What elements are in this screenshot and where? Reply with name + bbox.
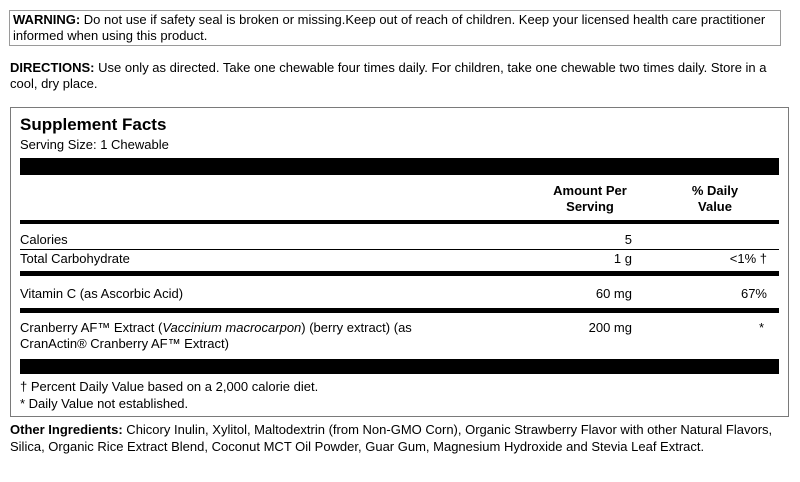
directions-text: Use only as directed. Take one chewable four times daily. For children, take one chewable two times daily. Store in a cool, dry place. <box>10 60 767 91</box>
other-ingredients <box>10 421 788 455</box>
dv-header-line2: Value <box>698 199 732 214</box>
amount-calories: 5 <box>624 232 632 247</box>
row-divider <box>20 249 779 250</box>
thick-divider-top <box>20 158 779 175</box>
footnote-not-established: * Daily Value not established. <box>20 396 189 411</box>
amount-cranberry: 200 mg <box>588 320 632 335</box>
warning-text: Do not use if safety seal is broken or missing.Keep out of reach of children. Keep your licensed health care practitioner informed when using this product. <box>13 12 766 43</box>
amount-vitamin-c: 60 mg <box>595 286 632 301</box>
directions <box>10 60 788 92</box>
footnote-percent-daily-value: † Percent Daily Value based on a 2,000 calorie diet. <box>20 379 319 394</box>
section-divider-1 <box>20 271 779 276</box>
dv-vitamin-c: 67% <box>740 286 767 301</box>
header-divider <box>20 220 779 224</box>
nutrient-name-carbohydrate: Total Carbohydrate <box>20 251 130 266</box>
dv-carbohydrate: <1% † <box>729 251 767 266</box>
section-divider-2 <box>20 308 779 313</box>
daily-value-header <box>670 183 760 215</box>
supplement-facts-panel <box>10 107 789 417</box>
thick-divider-bottom <box>20 359 779 374</box>
cranberry-name-post: ) (berry extract) (as <box>301 320 412 335</box>
nutrient-name-calories: Calories <box>20 232 68 247</box>
amount-header-line2: Serving <box>566 199 614 214</box>
amount-carbohydrate: 1 g <box>613 251 632 266</box>
dv-header-line1: % Daily <box>691 183 739 198</box>
serving-size: Serving Size: 1 Chewable <box>20 137 169 152</box>
other-ingredients-text: Chicory Inulin, Xylitol, Maltodextrin (from Non-GMO Corn), Organic Strawberry Flavor with other Natural Flavors, Silica, Organic Rice Extract Blend, Coconut MCT Oil Powder, Guar Gum, Magnesium Hydroxide and Stevia Leaf Extract. <box>10 422 773 454</box>
cranberry-name-pre: Cranberry AF™ Extract ( <box>20 320 163 335</box>
nutrient-name-vitamin-c: Vitamin C (as Ascorbic Acid) <box>20 286 184 301</box>
warning-box <box>9 10 781 46</box>
amount-per-serving-header <box>540 183 640 215</box>
dv-cranberry: * <box>758 320 764 335</box>
nutrient-name-cranberry <box>20 320 412 336</box>
cranberry-name-line2: CranActin® Cranberry AF™ Extract) <box>20 336 229 351</box>
warning-label: WARNING: <box>13 12 81 27</box>
facts-title: Supplement Facts <box>20 115 167 134</box>
other-ingredients-label: Other Ingredients: <box>10 422 123 437</box>
amount-header-line1: Amount Per <box>553 183 627 198</box>
directions-label: DIRECTIONS: <box>10 60 95 75</box>
cranberry-latin-name: Vaccinium macrocarpon <box>162 320 302 335</box>
